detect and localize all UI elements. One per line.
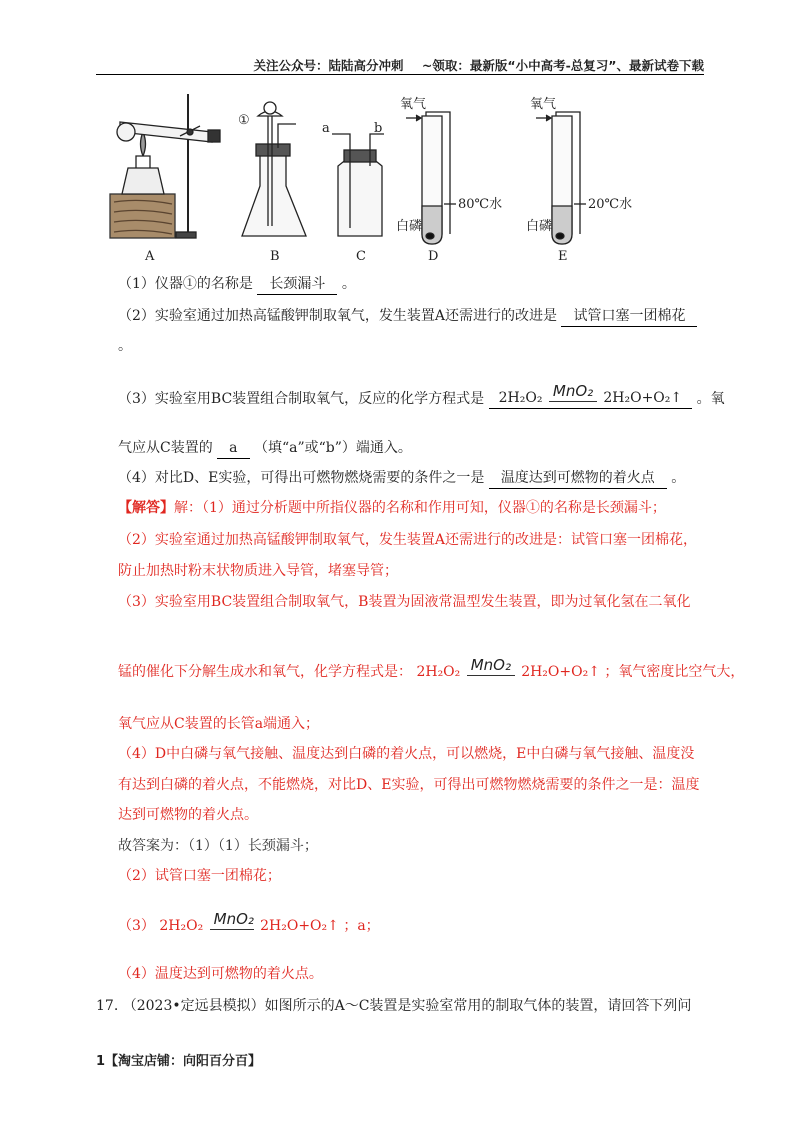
e-oxygen-label: 氧气 [530,97,557,112]
e-phosphorus-label: 白磷 [526,219,553,234]
solution-tag: 【解答】 [118,500,174,516]
c-a-label: a [322,121,330,136]
d-phosphorus-label: 白磷 [396,219,423,234]
header-right: ~领取：最新版“小中高考-总复习”、最新试卷下载 [421,58,704,73]
solution-line-1: 【解答】解：（1）通过分析题中所指仪器的名称和作用可知，仪器①的名称是长颈漏斗； [118,500,666,516]
question-3: （3）实验室用BC装置组合制取氧气，反应的化学方程式是 2H₂O₂ MnO₂ 2H₂O+O₂↑ 。氧 [118,382,725,407]
apparatus-b [242,102,306,236]
solution-line-9: 达到可燃物的着火点。 [118,807,258,823]
solution-line-6: 氧气应从C装置的长管a端通入； [118,716,320,732]
label-e: E [558,249,568,264]
q4-answer: 温度达到可燃物的着火点 [489,468,667,489]
c-b-label: b [374,121,383,136]
apparatus-a [110,94,220,238]
solution-line-4: （3）实验室用BC装置组合制取氧气，B装置为固液常温型发生装置，即为过氧化氢在二氧化 [118,594,691,610]
solution-equation: 2H₂O₂ MnO₂ 2H₂O+O₂↑ [416,656,600,680]
d-water-label: 80℃水 [458,197,503,212]
q1-answer: 长颈漏斗 [257,274,337,295]
apparatus-c [332,134,384,236]
q2-answer: 试管口塞一团棉花 [561,306,697,327]
solution-line-2: （2）实验室通过加热高锰酸钾制取氧气，发生装置A还需进行的改进是：试管口塞一团棉花， [118,532,698,548]
question-2: （2）实验室通过加热高锰酸钾制取氧气，发生装置A还需进行的改进是 试管口塞一团棉花 [118,306,697,327]
question-4: （4）对比D、E实验，可得出可燃物燃烧需要的条件之一是 温度达到可燃物的着火点 。 [118,468,685,489]
b-marker: ① [238,113,250,128]
question-1: （1）仪器①的名称是 长颈漏斗 。 [118,274,356,295]
question-2-end: 。 [118,338,132,354]
label-d: D [428,249,439,264]
question-17: 17. （2023•定远县模拟）如图所示的A～C装置是实验室常用的制取气体的装置，请回答下列问 [96,998,692,1014]
answers-2: （2）试管口塞一团棉花； [118,868,281,884]
label-b: B [270,249,280,264]
question-3b: 气应从C装置的 a （填“a”或“b”）端通入。 [118,438,412,459]
d-oxygen-label: 氧气 [400,97,427,112]
answers-3: （3） 2H₂O₂ MnO₂ 2H₂O+O₂↑ ；a； [118,910,380,934]
solution-line-7: （4）D中白磷与氧气接触、温度达到白磷的着火点，可以燃烧，E中白磷与氧气接触、温度没 [118,746,695,762]
page-header [96,56,704,75]
e-water-label: 20℃水 [588,197,633,212]
answers-intro: 故答案为：（1）（1）长颈漏斗； [118,838,318,854]
answers-4: （4）温度达到可燃物的着火点。 [118,966,323,982]
q3-equation: 2H₂O₂ MnO₂ 2H₂O+O₂↑ [489,388,693,409]
apparatus-figure [100,86,710,266]
label-c: C [356,249,366,264]
solution-line-8: 有达到白磷的着火点，不能燃烧，对比D、E实验，可得出可燃物燃烧需要的条件之一是：温度 [118,777,700,793]
answers-equation: 2H₂O₂ MnO₂ 2H₂O+O₂↑ [159,910,339,934]
header-left: 关注公众号：陆陆高分冲刺 [253,58,404,73]
q3b-answer: a [217,438,249,459]
solution-line-3: 防止加热时粉末状物质进入导管，堵塞导管； [118,563,398,579]
solution-line-5: 锰的催化下分解生成水和氧气，化学方程式是： 2H₂O₂ MnO₂ 2H₂O+O₂↑ ；氧气密度比空气大， [118,656,745,680]
label-a: A [145,249,155,264]
page-footer: 1【淘宝店铺：向阳百分百】 [96,1054,262,1069]
